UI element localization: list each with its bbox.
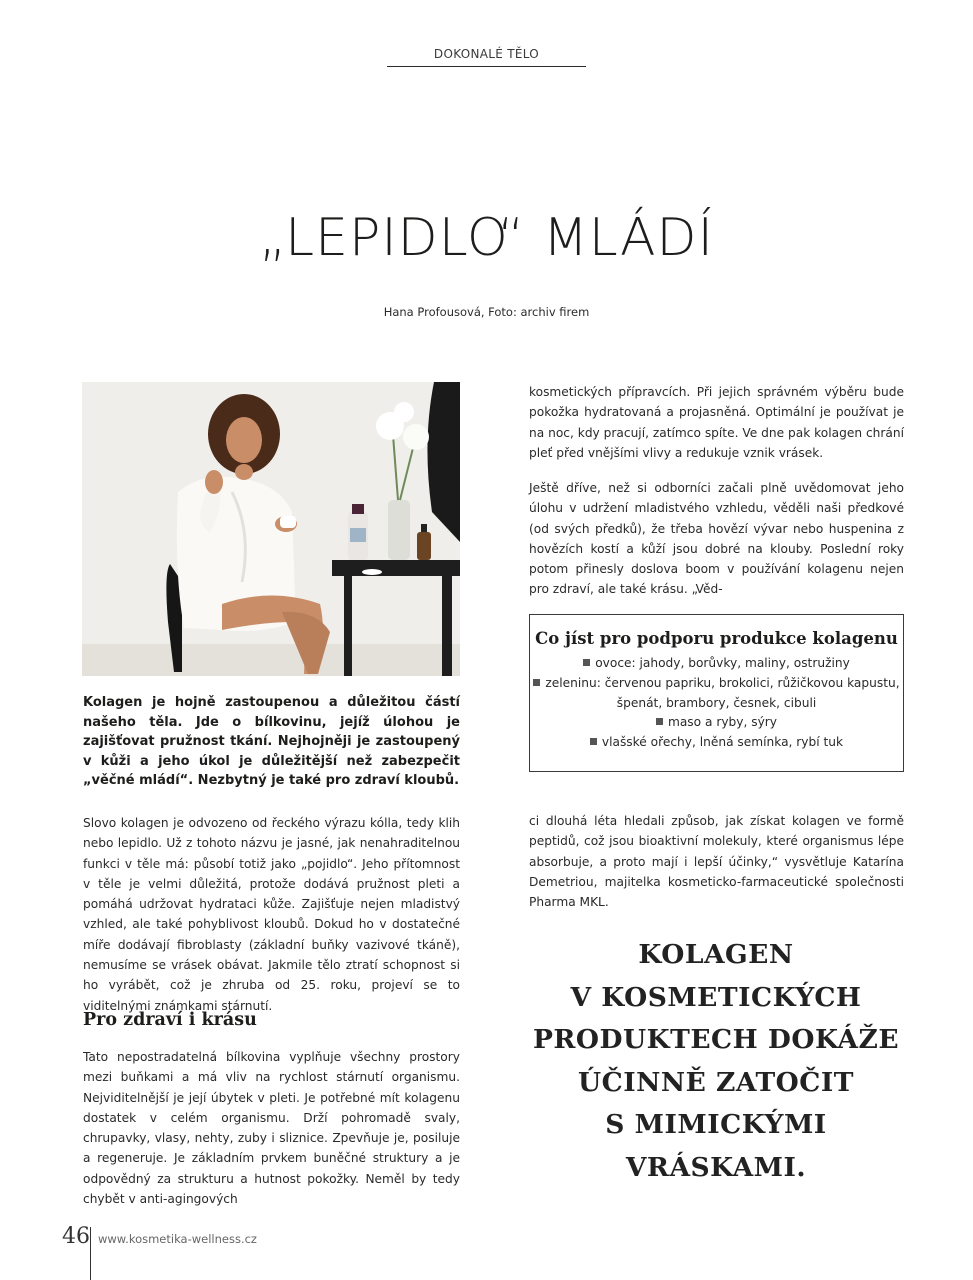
collagen-foods-box	[529, 614, 904, 772]
article-photo	[82, 382, 460, 676]
food-list	[530, 654, 903, 753]
website-link[interactable]: www.kosmetika-wellness.cz	[98, 1232, 257, 1246]
list-item: maso a ryby, sýry	[530, 713, 903, 733]
paragraph-3: kosmetických přípravcích. Při jejich správném výběru bude pokožka hydratovaná a projasněná. Optimální je používat je na noc, kdy pracují, zatímco spíte. Ve dne pak kolagen chrání pleť před vnějšími vlivy a redukuje vznik vrásek.	[529, 385, 904, 460]
paragraph-4: Ještě dříve, než si odborníci začali plně uvědomovat jeho úlohu v udržení mladistvého vzhledu, věděli naši předkové (od svých předků), že třeba hovězí vývar nebo huspenina z hovězích kostí a kůží jsou dobré na klouby. Poslední roky potom přinesly doslova boom v používání kolagenu nejen pro zdraví, ale také krásu. „Věd-	[529, 481, 904, 597]
pull-quote	[520, 934, 912, 1189]
pull-quote-line: VRÁSKAMI.	[625, 1151, 807, 1183]
square-bullet-icon	[590, 738, 597, 745]
box-title: Co jíst pro podporu produkce kolagenu	[535, 629, 898, 648]
page-number: 46	[62, 1224, 90, 1249]
list-item: zeleninu: červenou papriku, brokolici, růžičkovou kapustu, špenát, brambory, česnek, cibuli	[530, 674, 903, 714]
pull-quote-line: KOLAGEN	[638, 939, 794, 970]
paragraph-5: ci dlouhá léta hledali způsob, jak získat kolagen ve formě peptidů, což jsou bioaktivní molekuly, které organismus lépe absorbuje, a proto mají i lepší účinky,“ vysvětluje Katarína Demetriou, majitelka kosmeticko-farmaceutické společnosti Pharma MKL.	[529, 814, 904, 910]
section-label: DOKONALÉ TĚLO	[387, 47, 586, 67]
footer-divider	[90, 1227, 91, 1280]
article-lead: Kolagen je hojně zastoupenou a důležitou částí našeho těla. Jde o bílkovinu, jejíž úlohou je zajišťovat pružnost tkání. Nejhojněji je zastoupený v kůži a jeho úkol je důležitější než zabezpečit „věčné mládí“. Nezbytný je také pro zdraví kloubů.	[83, 695, 460, 789]
subheading: Pro zdraví i krásu	[83, 1010, 257, 1030]
square-bullet-icon	[656, 718, 663, 725]
pull-quote-line: V KOSMETICKÝCH	[570, 981, 862, 1013]
list-item: vlašské ořechy, lněná semínka, rybí tuk	[530, 733, 903, 753]
square-bullet-icon	[533, 679, 540, 686]
woman-in-bathrobe-illustration	[82, 382, 460, 676]
pull-quote-line: ÚČINNĚ ZATOČIT	[578, 1066, 854, 1098]
article-title: „LEPIDLO“ MLÁDÍ	[259, 208, 714, 268]
pull-quote-line: PRODUKTECH DOKÁŽE	[532, 1024, 900, 1055]
pull-quote-line: S MIMICKÝMI	[605, 1109, 827, 1140]
list-item: ovoce: jahody, borůvky, maliny, ostružiny	[530, 654, 903, 674]
square-bullet-icon	[583, 659, 590, 666]
paragraph-1: Slovo kolagen je odvozeno od řeckého výrazu kólla, tedy klih nebo lepidlo. Už z tohoto názvu je jasné, jak nenahraditelnou funkci v těle má: působí totiž jako „pojidlo“. Jeho přítomnost v těle je velmi důležitá, protože dodává pružnost pleti a pomáhá udržovat hydrataci kůže. Zajišťuje nejen mladistvý vzhled, ale také pohyblivost kloubů. Dokud ho v dostatečné míře dodávají fibroblasty (základní buňky vazivové tkáně), nemusíme se vrásek obávat. Jakmile tělo ztratí schopnost si ho vyrábět, což je zhruba od 25. roku, projeví se to viditelnými známkami stárnutí.	[83, 816, 460, 1013]
paragraph-2: Tato nepostradatelná bílkovina vyplňuje všechny prostory mezi buňkami a má vliv na rychlost stárnutí organismu. Nejviditelnější je její úbytek v pleti. Je potřebné mít kolagenu dostatek v celém organismu. Drží pohromadě svaly, chrupavky, vlasy, nehty, zuby i sliznice. Zpevňuje je, posiluje a regeneruje. Je základním prvkem buněčné struktury a je odpovědný za strukturu a hutnost pokožky. Neměl by tedy chybět v anti-agingových	[83, 1050, 460, 1207]
byline: Hana Profousová, Foto: archiv firem	[383, 305, 590, 319]
